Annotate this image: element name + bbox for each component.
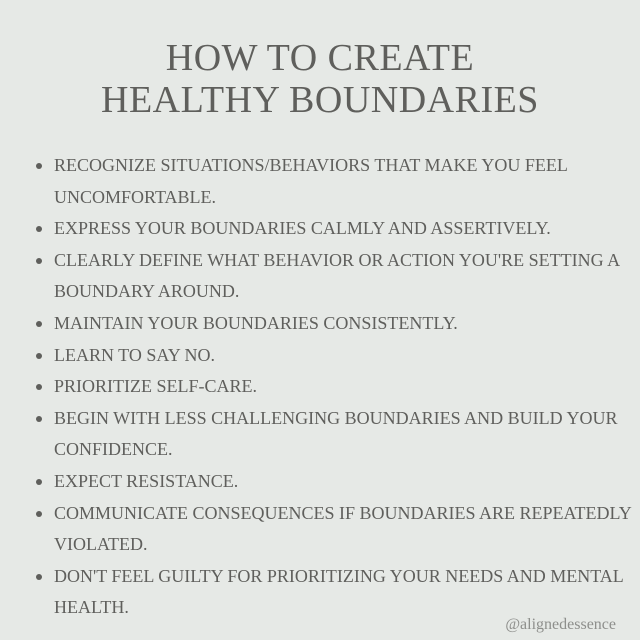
tip-text: PRIORITIZE SELF-CARE. xyxy=(54,376,258,397)
tip-item xyxy=(36,466,636,498)
tip-item xyxy=(36,561,636,624)
tip-text: DON'T FEEL GUILTY FOR PRIORITIZING YOUR NEEDS AND MENTAL HEALTH. xyxy=(54,565,624,618)
tip-text: COMMUNICATE CONSEQUENCES IF BOUNDARIES ARE REPEATEDLY VIOLATED. xyxy=(54,502,632,555)
tip-text: MAINTAIN YOUR BOUNDARIES CONSISTENTLY. xyxy=(54,312,458,333)
tip-item xyxy=(36,308,636,340)
tip-item xyxy=(36,403,636,466)
bullet-icon xyxy=(36,479,42,485)
tip-text: BEGIN WITH LESS CHALLENGING BOUNDARIES AND BUILD YOUR CONFIDENCE. xyxy=(54,407,618,460)
tip-text: RECOGNIZE SITUATIONS/BEHAVIORS THAT MAKE YOU FEEL UNCOMFORTABLE. xyxy=(54,155,568,207)
author-handle: @alignedessence xyxy=(505,616,616,633)
tip-text: EXPRESS YOUR BOUNDARIES CALMLY AND ASSERTIVELY. xyxy=(54,218,551,239)
tip-item xyxy=(36,213,636,245)
tip-item xyxy=(36,498,636,561)
tip-text: LEARN TO SAY NO. xyxy=(54,344,216,365)
title-line-2: HEALTHY BOUNDARIES xyxy=(101,79,539,121)
tip-text: EXPECT RESISTANCE. xyxy=(54,470,239,491)
bullet-icon xyxy=(36,416,42,422)
bullet-icon xyxy=(36,258,42,264)
title-line-1: HOW TO CREATE xyxy=(165,37,475,79)
bullet-icon xyxy=(36,163,42,169)
tip-item xyxy=(36,150,636,213)
tips-list xyxy=(36,150,636,624)
bullet-icon xyxy=(36,574,42,580)
tip-text: CLEARLY DEFINE WHAT BEHAVIOR OR ACTION YOU'RE SETTING A BOUNDARY AROUND. xyxy=(54,249,620,302)
bullet-icon xyxy=(36,384,42,390)
bullet-icon xyxy=(36,226,42,232)
tip-item xyxy=(36,371,636,403)
tip-item xyxy=(36,245,636,308)
tip-item xyxy=(36,340,636,372)
bullet-icon xyxy=(36,511,42,517)
bullet-icon xyxy=(36,353,42,359)
bullet-icon xyxy=(36,321,42,327)
